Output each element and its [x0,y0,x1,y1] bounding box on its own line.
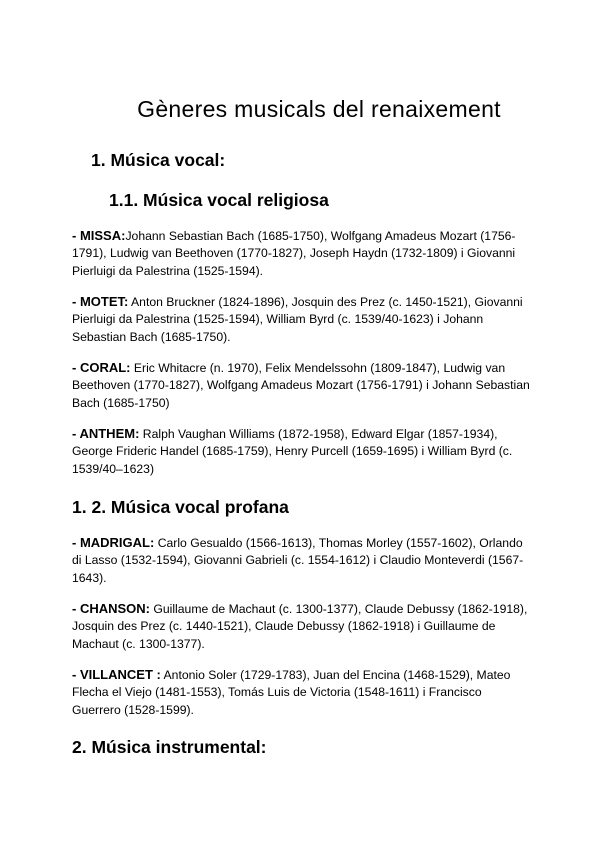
entry-text: Anton Bruckner (1824-1896), Josquin des Prez (c. 1450-1521), Giovanni Pierluigi da Palestrina (1525-1594), William Byrd (c. 1539/40-1623) i Johann Sebastian Bach (1685-1750). [72,295,523,344]
entry-madrigal [72,534,532,587]
entry-motet [72,293,532,346]
entry-text: Eric Whitacre (n. 1970), Felix Mendelssohn (1809-1847), Ludwig van Beethoven (1770-1827), Wolfgang Amadeus Mozart (1756-1791) i Johann Sebastian Bach (1685-1750) [72,361,530,410]
entry-missa [72,227,532,280]
heading-vocal-music: 1. Música vocal: [91,150,226,170]
entry-text: Carlo Gesualdo (1566-1613), Thomas Morley (1557-1602), Orlando di Lasso (1532-1594), Giovanni Gabrieli (c. 1554-1612) i Claudio Monteverdi (1567-1643). [72,536,524,585]
entry-term: - MADRIGAL: [72,535,155,550]
entry-term: - MOTET: [72,294,129,309]
entry-text: Johann Sebastian Bach (1685-1750), Wolfgang Amadeus Mozart (1756-1791), Ludwig van Beethoven (1770-1827), Joseph Haydn (1732-1809) i Giovanni Pierluigi da Palestrina (1525-1594). [72,229,516,278]
entry-term: - ANTHEM: [72,426,140,441]
entry-text: Guillaume de Machaut (c. 1300-1377), Claude Debussy (1862-1918), Josquin des Prez (c. 1440-1521), Claude Debussy (1862-1918) i Guillaume de Machaut (c. 1300-1377). [72,602,528,651]
entry-text: Antonio Soler (1729-1783), Juan del Encina (1468-1529), Mateo Flecha el Viejo (1481-1553), Tomás Luis de Victoria (1548-1611) i Francisco Guerrero (1528-1599). [72,668,511,717]
entry-chanson [72,600,532,653]
entry-villancet [72,666,532,719]
entry-coral [72,359,532,412]
entry-term: - VILLANCET : [72,667,161,682]
entry-term: - CHANSON: [72,601,150,616]
entry-term: - MISSA: [72,228,126,243]
subheading-religious-vocal: 1.1. Música vocal religiosa [109,190,329,210]
entry-term: - CORAL: [72,360,131,375]
entry-text: Ralph Vaughan Williams (1872-1958), Edward Elgar (1857-1934), George Frideric Handel (1685-1759), Henry Purcell (1659-1695) i William Byrd (c. 1539/40–1623) [72,427,513,476]
entry-anthem [72,425,532,478]
subheading-profane-vocal: 1. 2. Música vocal profana [72,497,289,517]
heading-instrumental-music: 2. Música instrumental: [72,737,267,757]
document-title: Gèneres musicals del renaixement [137,96,501,122]
